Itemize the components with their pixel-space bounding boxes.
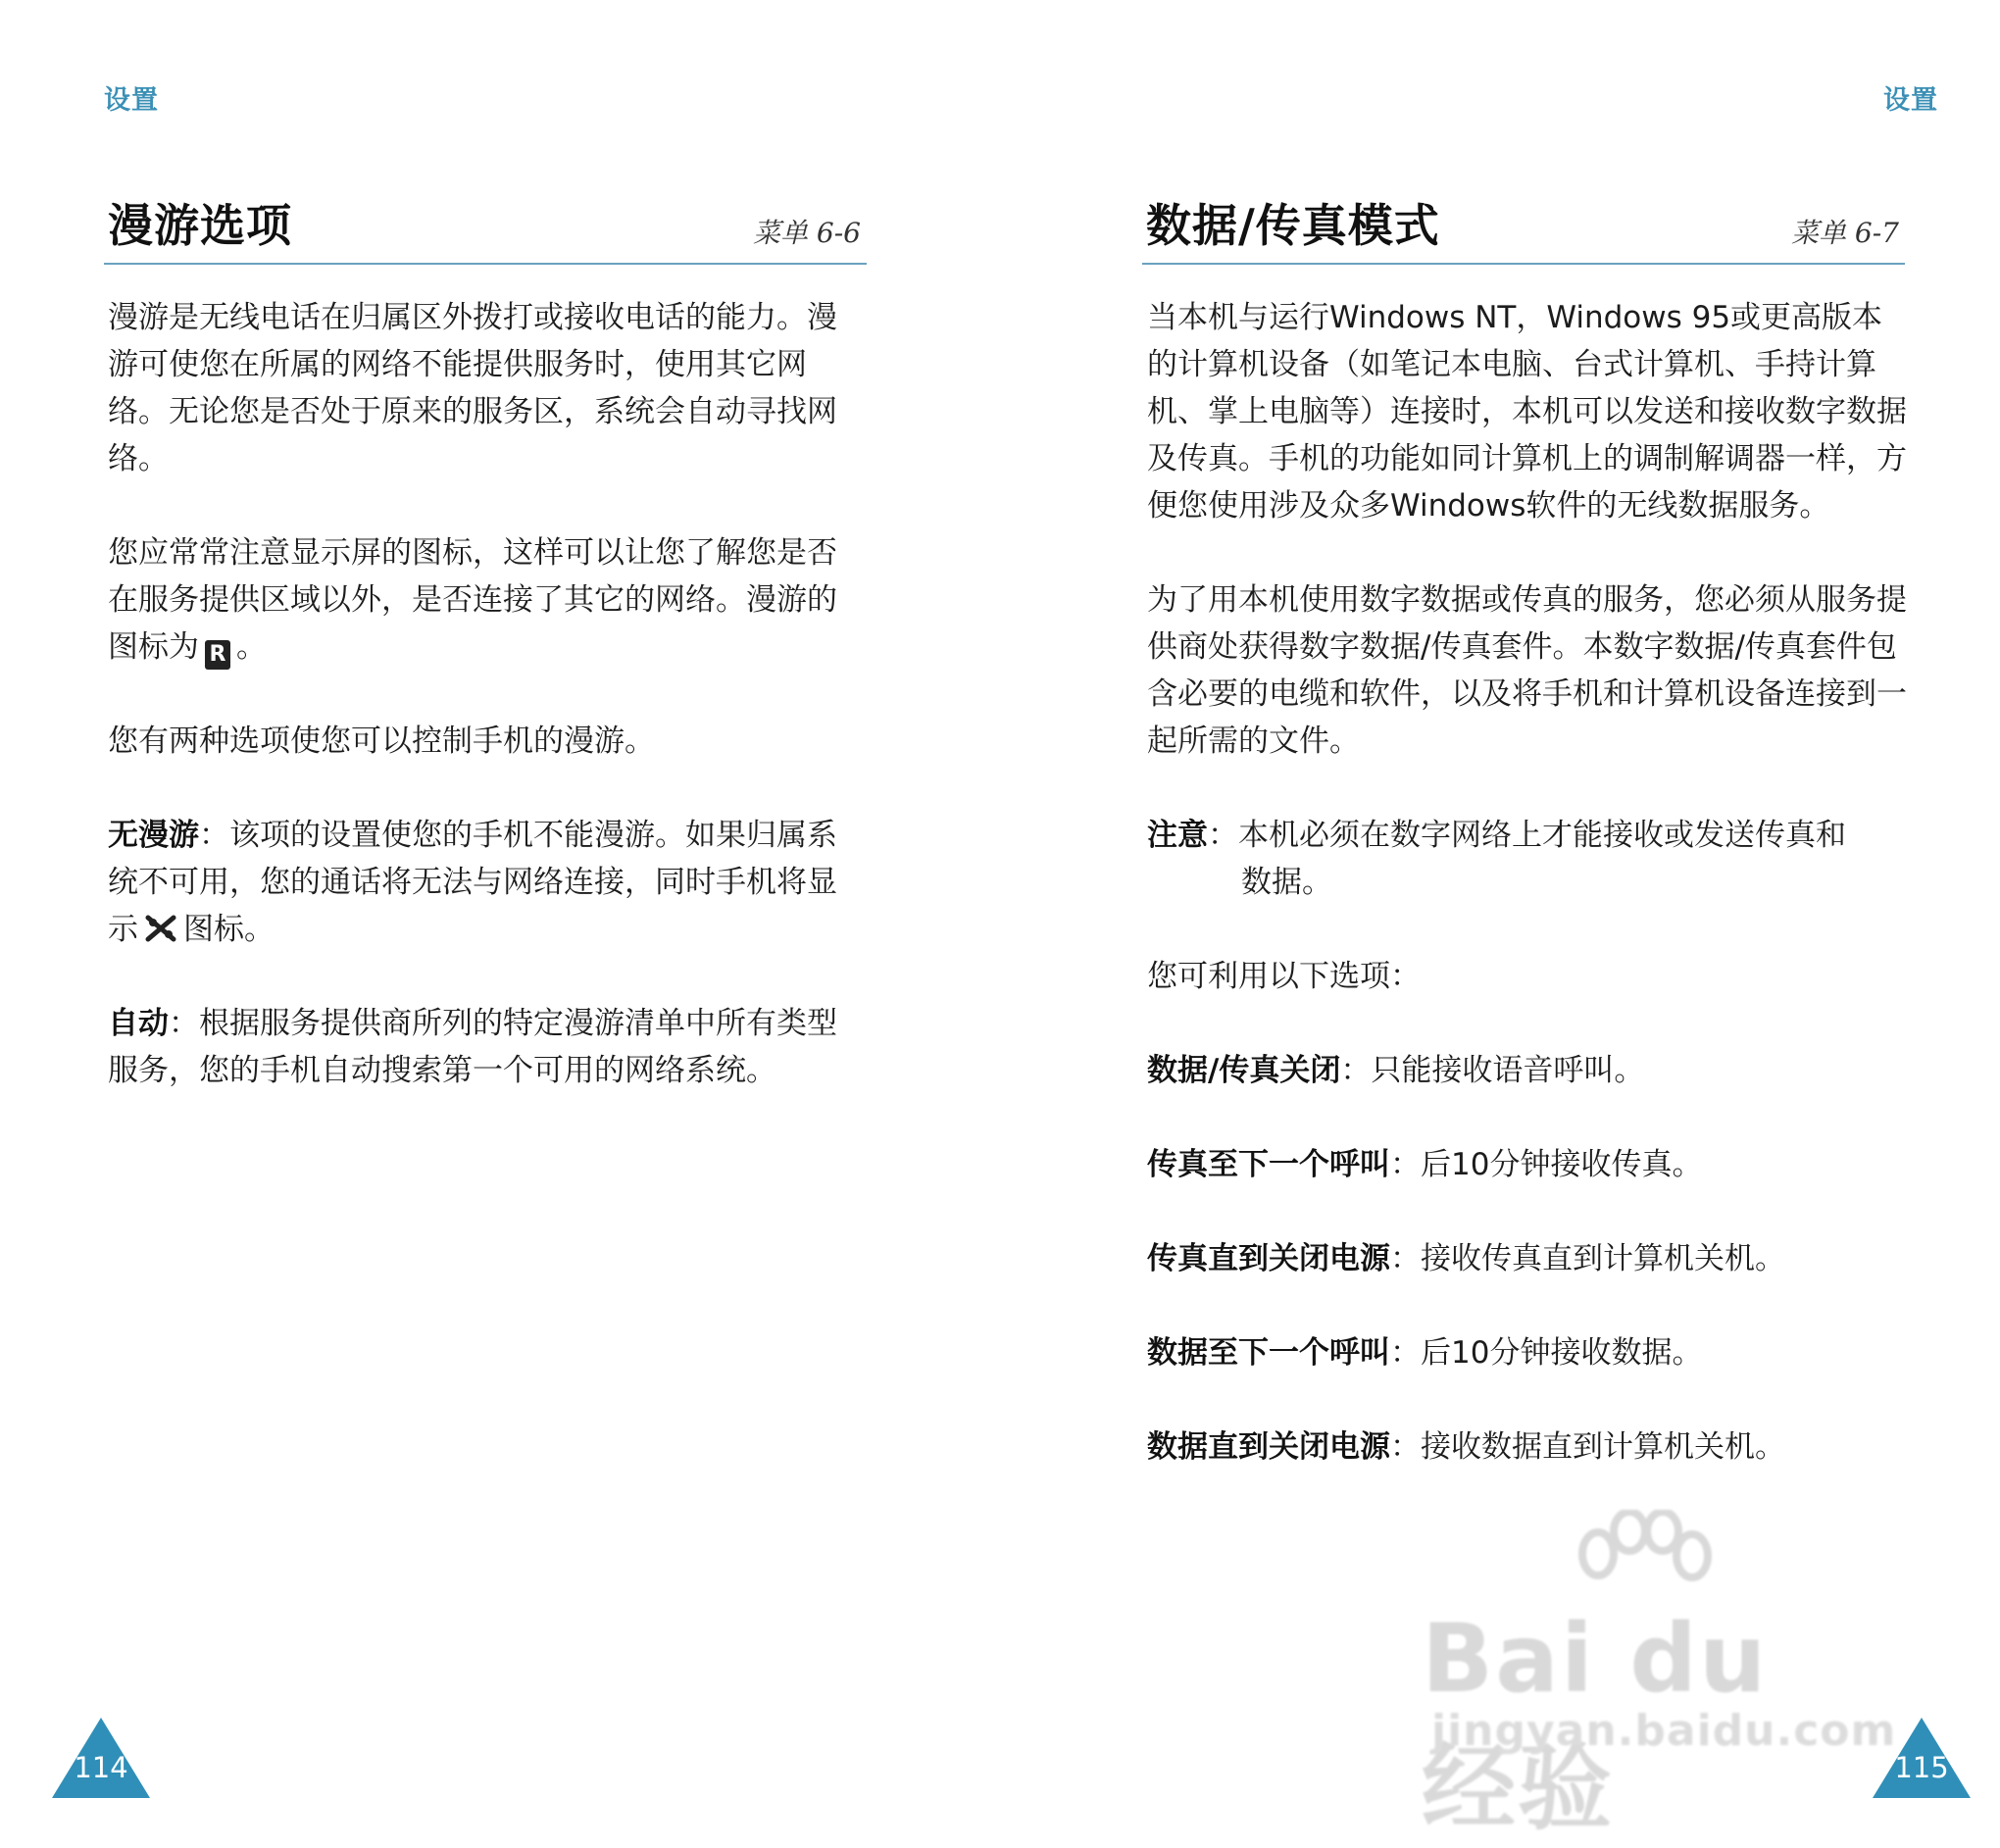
paragraph-roaming-icon xyxy=(108,529,863,671)
option-fax-next-call xyxy=(1147,1141,1912,1188)
title-row xyxy=(1142,196,1905,265)
page-title: 数据/传真模式 xyxy=(1146,199,1440,252)
paragraph-text: 。 xyxy=(236,629,267,665)
option-term: 数据至下一个呼叫 xyxy=(1147,1335,1390,1371)
option-term: 传真直到关闭电源 xyxy=(1147,1241,1390,1276)
option-data-until-off xyxy=(1147,1423,1912,1471)
option-data-next-call xyxy=(1147,1329,1912,1376)
body-text xyxy=(1147,294,1912,1471)
option-term: 数据/传真关闭 xyxy=(1147,1053,1341,1088)
option-term: 传真至下一个呼叫 xyxy=(1147,1147,1390,1182)
left-page xyxy=(0,0,1000,1831)
paragraph-text: 您应常常注意显示屏的图标，这样可以让您了解您是否在服务提供区域以外，是否连接了其它的网络。漫游的图标为 xyxy=(108,535,837,665)
note-continuation: 数据。 xyxy=(1241,865,1332,900)
section-header: 设置 xyxy=(1883,85,1938,116)
title-row xyxy=(104,196,867,265)
note-term: 注意 xyxy=(1147,818,1208,853)
page-title: 漫游选项 xyxy=(108,199,292,252)
menu-reference: 菜单 6-7 xyxy=(1791,217,1899,249)
paragraph-roaming-intro: 漫游是无线电话在归属区外拨打或接收电话的能力。漫游可使您在所属的网络不能提供服务时，使用其它网络。无论您是否处于原来的服务区，系统会自动寻找网络。 xyxy=(108,300,837,476)
option-text: ：该项的设置使您的手机不能漫游。如果归属系统不可用，您的通话将无法与网络连接，同时手机将显示 xyxy=(108,818,837,947)
option-text: ：只能接收语音呼叫。 xyxy=(1340,1053,1645,1088)
paragraph-options-intro: 您可利用以下选项： xyxy=(1147,959,1421,994)
option-text: ：接收传真直到计算机关机。 xyxy=(1390,1241,1785,1276)
note-text: ：本机必须在数字网络上才能接收或发送传真和 xyxy=(1208,818,1846,853)
roaming-icon: R xyxy=(205,640,230,670)
no-service-icon xyxy=(144,914,177,943)
paragraph-kit: 为了用本机使用数字数据或传真的服务，您必须从服务提供商处获得数字数据/传真套件。本数字数据/传真套件包含必要的电缆和软件，以及将手机和计算机设备连接到一起所需的文件。 xyxy=(1147,582,1907,759)
option-term: 无漫游 xyxy=(108,818,199,853)
option-text: ：接收数据直到计算机关机。 xyxy=(1390,1429,1785,1465)
section-header: 设置 xyxy=(104,85,159,116)
option-no-roaming xyxy=(108,812,863,953)
body-text xyxy=(108,294,863,1094)
option-text: ：后10分钟接收数据。 xyxy=(1390,1335,1703,1371)
paragraph-options-intro: 您有两种选项使您可以控制手机的漫游。 xyxy=(108,724,655,759)
paragraph-data-fax-intro: 当本机与运行Windows NT，Windows 95或更高版本的计算机设备（如笔记本电脑、台式计算机、手持计算机、掌上电脑等）连接时，本机可以发送和接收数字数据及传真。手机的功能如同计算机上的调制解调器一样，方便您使用涉及众多Windows软件的无线数据服务。 xyxy=(1147,300,1907,524)
page-number: 115 xyxy=(1894,1751,1949,1784)
option-text: ：根据服务提供商所列的特定漫游清单中所有类型服务，您的手机自动搜索第一个可用的网络系统。 xyxy=(108,1006,837,1088)
option-fax-until-off xyxy=(1147,1235,1912,1282)
note xyxy=(1147,812,1912,859)
option-data-fax-off xyxy=(1147,1047,1912,1094)
page-number: 114 xyxy=(74,1751,128,1784)
watermark-url: jingyan.baidu.com xyxy=(1431,1706,1897,1756)
option-text: ：后10分钟接收传真。 xyxy=(1390,1147,1703,1182)
option-term: 数据直到关闭电源 xyxy=(1147,1429,1390,1465)
watermark-logo-text: Bai du 经验 xyxy=(1422,1604,1769,1843)
option-text: 图标。 xyxy=(183,912,275,947)
option-automatic xyxy=(108,1000,863,1094)
menu-reference: 菜单 6-6 xyxy=(753,217,861,249)
baidu-watermark xyxy=(1422,1510,1897,1843)
option-term: 自动 xyxy=(108,1006,169,1041)
